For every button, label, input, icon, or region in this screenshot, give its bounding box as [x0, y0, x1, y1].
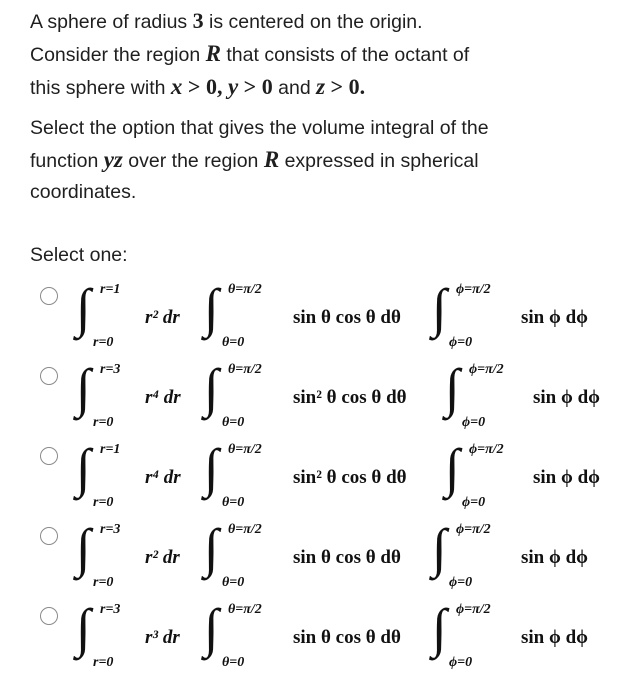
r-lower-limit: r=0 [93, 335, 114, 350]
theta-integrand: sin θ cos θ dθ [293, 547, 401, 568]
phi-lower-limit: ϕ=0 [462, 415, 486, 430]
option-5[interactable] [0, 598, 619, 682]
integral-sign-theta: ∫ [204, 278, 219, 338]
integral-sign-theta: ∫ [204, 438, 219, 498]
integral-sign-r: ∫ [76, 278, 91, 338]
phi-upper-limit: ϕ=π/2 [469, 362, 504, 377]
theta-upper-limit: θ=π/2 [228, 442, 262, 457]
integral-sign-phi: ∫ [432, 518, 447, 578]
select-one-label: Select one: [30, 244, 128, 266]
var-x: x [170, 74, 183, 99]
question-line-2: Consider the region R that consists of the octant of [30, 41, 470, 66]
theta-upper-limit: θ=π/2 [228, 602, 262, 617]
r-integrand: r² dr [145, 547, 180, 568]
integral-sign-phi: ∫ [432, 278, 447, 338]
integral-sign-r: ∫ [76, 358, 91, 418]
phi-lower-limit: ϕ=0 [449, 335, 473, 350]
phi-integrand: sin ϕ dϕ [521, 627, 589, 648]
phi-integrand: sin ϕ dϕ [533, 387, 601, 408]
r-upper-limit: r=3 [100, 522, 121, 537]
integral-sign-phi: ∫ [432, 598, 447, 658]
function-yz: yz [103, 147, 123, 172]
question-line-5: function yz over the region R expressed in spherical [30, 147, 479, 172]
phi-integrand: sin ϕ dϕ [521, 307, 589, 328]
option-3[interactable] [0, 438, 619, 522]
r-integrand: r² dr [145, 307, 180, 328]
integral-sign-phi: ∫ [445, 438, 460, 498]
integral-sign-theta: ∫ [204, 518, 219, 578]
theta-lower-limit: θ=0 [222, 655, 245, 670]
phi-integrand: sin ϕ dϕ [521, 547, 589, 568]
r-integrand: r³ dr [145, 627, 180, 648]
theta-lower-limit: θ=0 [222, 415, 245, 430]
theta-integrand: sin² θ cos θ dθ [293, 467, 407, 488]
radio-icon[interactable] [40, 367, 58, 385]
option-1[interactable] [0, 278, 619, 362]
integral-sign-r: ∫ [76, 438, 91, 498]
question-line-6: coordinates. [30, 181, 137, 203]
integral-sign-r: ∫ [76, 518, 91, 578]
option-2[interactable] [0, 358, 619, 442]
question-line-1: A sphere of radius 3 is centered on the origin. [30, 8, 423, 33]
option-4[interactable] [0, 518, 619, 602]
r-lower-limit: r=0 [93, 415, 114, 430]
theta-lower-limit: θ=0 [222, 575, 245, 590]
theta-integrand: sin θ cos θ dθ [293, 627, 401, 648]
theta-upper-limit: θ=π/2 [228, 522, 262, 537]
radio-icon[interactable] [40, 607, 58, 625]
region-symbol: R [263, 147, 280, 172]
theta-integrand: sin θ cos θ dθ [293, 307, 401, 328]
question-line-3: this sphere with x > 0, y > 0 and z > 0. [30, 74, 366, 99]
theta-integrand: sin² θ cos θ dθ [293, 387, 407, 408]
radius-value: 3 [192, 8, 204, 33]
question-text [30, 5, 469, 104]
radio-icon[interactable] [40, 527, 58, 545]
phi-lower-limit: ϕ=0 [449, 575, 473, 590]
theta-lower-limit: θ=0 [222, 495, 245, 510]
theta-upper-limit: θ=π/2 [228, 282, 262, 297]
r-integrand: r⁴ dr [145, 387, 181, 408]
r-upper-limit: r=1 [100, 442, 121, 457]
var-z: z [316, 74, 326, 99]
r-lower-limit: r=0 [93, 575, 114, 590]
region-symbol: R [205, 41, 221, 66]
phi-lower-limit: ϕ=0 [449, 655, 473, 670]
phi-integrand: sin ϕ dϕ [533, 467, 601, 488]
r-lower-limit: r=0 [93, 655, 114, 670]
r-lower-limit: r=0 [93, 495, 114, 510]
integral-sign-theta: ∫ [204, 358, 219, 418]
phi-upper-limit: ϕ=π/2 [456, 282, 491, 297]
integral-sign-r: ∫ [76, 598, 91, 658]
phi-upper-limit: ϕ=π/2 [469, 442, 504, 457]
question-instruction [30, 113, 489, 208]
phi-lower-limit: ϕ=0 [462, 495, 486, 510]
phi-upper-limit: ϕ=π/2 [456, 522, 491, 537]
phi-upper-limit: ϕ=π/2 [456, 602, 491, 617]
r-integrand: r⁴ dr [145, 467, 181, 488]
r-upper-limit: r=3 [100, 362, 121, 377]
theta-upper-limit: θ=π/2 [228, 362, 262, 377]
radio-icon[interactable] [40, 287, 58, 305]
r-upper-limit: r=3 [100, 602, 121, 617]
question-line-4: Select the option that gives the volume integral of the [30, 117, 489, 139]
integral-sign-theta: ∫ [204, 598, 219, 658]
theta-lower-limit: θ=0 [222, 335, 245, 350]
var-y: y [227, 74, 239, 99]
r-upper-limit: r=1 [100, 282, 121, 297]
integral-sign-phi: ∫ [445, 358, 460, 418]
radio-icon[interactable] [40, 447, 58, 465]
